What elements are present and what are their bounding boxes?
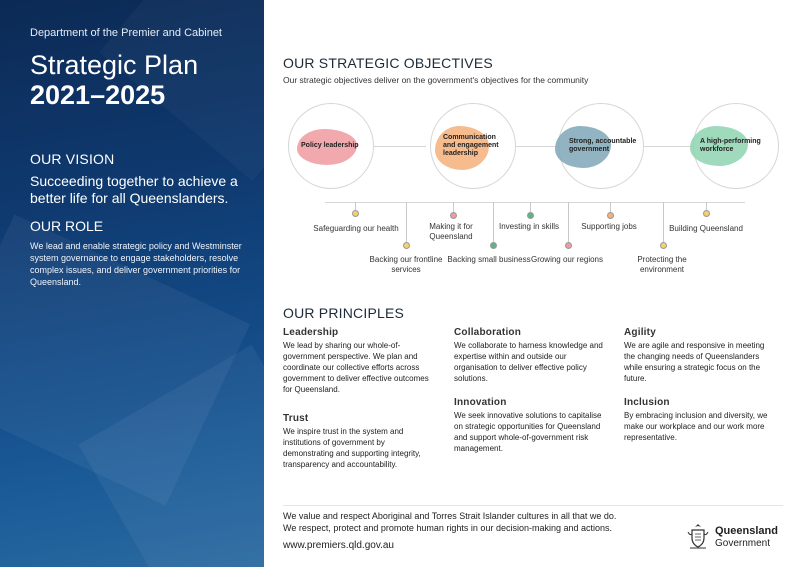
logo-name: Queensland bbox=[715, 525, 778, 537]
principle-text: We lead by sharing our whole-of-government perspective. We plan and coordinate our collective efforts across government to deliver effective outcomes for Queensland. bbox=[283, 341, 429, 394]
objective-item: Making it for Queensland bbox=[429, 222, 473, 241]
principles-heading: OUR PRINCIPLES bbox=[283, 305, 405, 321]
website-link[interactable]: www.premiers.qld.gov.au bbox=[283, 540, 394, 551]
principle-title: Leadership bbox=[283, 327, 339, 338]
left-panel bbox=[0, 0, 264, 567]
objective-item: Backing our frontline services bbox=[369, 255, 443, 274]
vision-text: Succeeding together to achieve a better life for all Queenslanders. bbox=[30, 173, 238, 206]
principle-agility bbox=[624, 327, 784, 384]
objective-label: Policy leadership bbox=[301, 142, 359, 149]
acknowledgement bbox=[283, 510, 616, 534]
principle-title: Trust bbox=[283, 413, 309, 424]
objective-item: Building Queensland bbox=[669, 224, 743, 233]
objective-item: Supporting jobs bbox=[581, 222, 637, 231]
objective-dot bbox=[403, 242, 410, 249]
connector-line bbox=[644, 146, 694, 147]
role-heading: OUR ROLE bbox=[30, 218, 104, 234]
principle-title: Inclusion bbox=[624, 397, 670, 408]
department-name: Department of the Premier and Cabinet bbox=[30, 27, 222, 39]
objective-circle-policy bbox=[288, 103, 374, 189]
objective-circle-workforce bbox=[693, 103, 779, 189]
objective-dot bbox=[565, 242, 572, 249]
objective-dot bbox=[352, 210, 359, 217]
tick-line bbox=[355, 202, 356, 210]
principle-innovation bbox=[454, 397, 614, 454]
tick-line bbox=[406, 202, 407, 242]
objectives-heading: OUR STRATEGIC OBJECTIVES bbox=[283, 55, 493, 71]
objective-dot bbox=[527, 212, 534, 219]
objective-dot bbox=[490, 242, 497, 249]
principle-text: We inspire trust in the system and institutions of government by demonstrating and supporting integrity, transparency and accountability. bbox=[283, 427, 421, 469]
objective-dot bbox=[607, 212, 614, 219]
principle-text: We collaborate to harness knowledge and expertise within and outside our organisation to deliver effective policy solutions. bbox=[454, 341, 603, 383]
objective-circle-communication bbox=[430, 103, 516, 189]
tick-line bbox=[706, 202, 707, 210]
principle-title: Agility bbox=[624, 327, 656, 338]
objective-dot bbox=[450, 212, 457, 219]
logo-subtitle: Government bbox=[715, 538, 771, 549]
objective-label: A high-performing workforce bbox=[700, 138, 761, 153]
principle-title: Innovation bbox=[454, 397, 507, 408]
objective-item: Safeguarding our health bbox=[313, 224, 399, 233]
objective-circle-government bbox=[558, 103, 644, 189]
role-text: We lead and enable strategic policy and Westminster system governance to engage stakeholders, resolve complex issues, and deliver government priorities for Queensland. bbox=[30, 241, 242, 287]
tick-line bbox=[663, 202, 664, 242]
queensland-crest-icon bbox=[686, 522, 710, 550]
objective-item: Protecting the environment bbox=[637, 255, 687, 274]
acknowledgement-line: We value and respect Aboriginal and Torres Strait Islander cultures in all that we do. bbox=[283, 511, 617, 521]
principle-leadership bbox=[283, 327, 443, 395]
objective-dot bbox=[660, 242, 667, 249]
vision-heading: OUR VISION bbox=[30, 151, 115, 167]
objectives-subtitle: Our strategic objectives deliver on the government's objectives for the community bbox=[283, 75, 589, 85]
objective-label: Strong, accountable government bbox=[569, 138, 637, 153]
principle-inclusion bbox=[624, 397, 784, 443]
connector-line bbox=[516, 146, 556, 147]
connector-line bbox=[374, 146, 426, 147]
tick-line bbox=[453, 202, 454, 212]
acknowledgement-line: We respect, protect and promote human rights in our decision-making and actions. bbox=[283, 523, 613, 533]
objectives-diagram bbox=[283, 100, 783, 290]
objectives-baseline bbox=[325, 202, 745, 203]
objective-label: Communication and engagement leadership bbox=[443, 134, 499, 157]
footer-divider bbox=[283, 505, 783, 506]
principle-collaboration bbox=[454, 327, 614, 384]
plan-years: 2021–2025 bbox=[30, 80, 166, 110]
principle-text: We are agile and responsive in meeting the changing needs of Queenslanders while ensuring a strategic focus on the future. bbox=[624, 341, 765, 383]
tick-line bbox=[530, 202, 531, 212]
tick-line bbox=[610, 202, 611, 212]
principle-text: We seek innovative solutions to capitalise on strategic opportunities for Queensland and support whole-of-government risk management. bbox=[454, 411, 602, 453]
principle-trust bbox=[283, 413, 443, 470]
objective-dot bbox=[703, 210, 710, 217]
objective-item: Investing in skills bbox=[498, 222, 560, 231]
objective-item: Growing our regions bbox=[530, 255, 604, 264]
plan-title: Strategic Plan bbox=[30, 50, 199, 80]
principle-title: Collaboration bbox=[454, 327, 522, 338]
objective-item: Backing small business bbox=[447, 255, 531, 264]
principle-text: By embracing inclusion and diversity, we make our workplace and our work more representative. bbox=[624, 411, 768, 442]
